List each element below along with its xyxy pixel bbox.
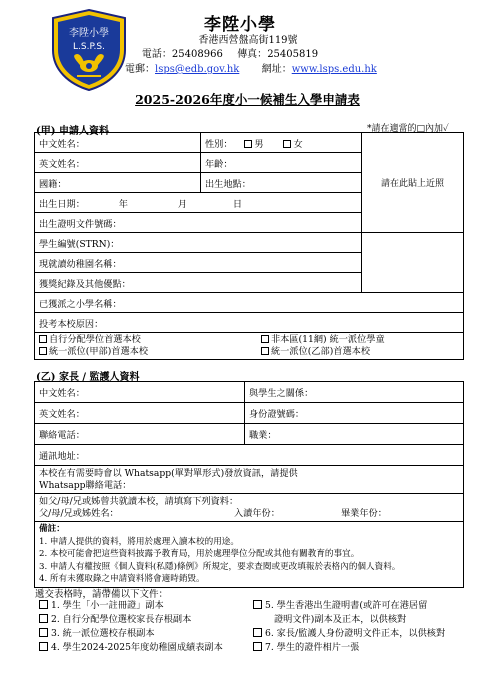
chinese-name-field[interactable]: 中文姓名： <box>35 133 201 153</box>
id-number-field[interactable]: 身份證號碼： <box>245 403 464 424</box>
doc-item-6[interactable] <box>253 628 445 640</box>
doc-item-7[interactable] <box>253 642 359 654</box>
doc-item-2[interactable] <box>39 614 191 626</box>
doc-item-1[interactable] <box>39 600 164 612</box>
english-name-field[interactable]: 英文姓名： <box>35 153 201 173</box>
nationality-field[interactable]: 國籍： <box>35 173 201 193</box>
doc-item-5-cont: 證明文件)副本及正本，以供核對 <box>274 614 407 625</box>
notes-box <box>35 522 464 588</box>
alumni-name-label: 父/母/兄或姊姓名： <box>39 507 119 519</box>
whatsapp-label: Whatsapp聯絡電話： <box>39 479 132 491</box>
option-central-a-checkbox[interactable] <box>39 347 47 355</box>
option-non-district-label: 非本區(11網) 統一派位學童 <box>271 334 385 345</box>
option-central-a[interactable] <box>39 346 148 358</box>
option-non-district-checkbox[interactable] <box>261 335 269 343</box>
option-self-allocation-checkbox[interactable] <box>39 335 47 343</box>
whatsapp-note: 本校在有需要時會以 Whatsapp(單對單形式)發放資訊，請提供 <box>39 467 298 479</box>
gender-label: 性別： <box>205 138 233 150</box>
doc-label: 5. 學生香港出生證明書(或許可在港居留 <box>265 600 428 611</box>
option-self-allocation[interactable] <box>39 334 141 346</box>
doc-item-3[interactable] <box>39 628 155 640</box>
dob-month-label: 月 <box>177 198 187 210</box>
doc-checkbox[interactable] <box>39 642 48 651</box>
school-crest-icon <box>47 8 131 92</box>
whatsapp-field[interactable] <box>35 466 464 494</box>
occupation-field[interactable]: 職業： <box>245 424 464 445</box>
phone-fax-line <box>130 45 330 60</box>
contact-phone-field[interactable]: 聯絡電話： <box>35 424 245 445</box>
photo-box[interactable]: 請在此貼上近照 <box>362 133 464 233</box>
email-link[interactable]: lsps@edb.gov.hk <box>155 64 240 75</box>
doc-label: 7. 學生的證件相片一張 <box>265 642 360 653</box>
birthplace-field[interactable]: 出生地點： <box>201 173 362 193</box>
email-label: 電郵： <box>125 64 155 75</box>
alumni-grad-label: 畢業年份： <box>341 507 387 519</box>
form-title: 2025-2026年度小一候補生入學申請表 <box>135 92 360 107</box>
male-checkbox[interactable] <box>244 140 252 148</box>
doc-checkbox[interactable] <box>253 600 262 609</box>
female-label: 女 <box>293 138 303 150</box>
alumni-note: 如父/母/兄或姊曾共就讀本校，請填寫下列資料： <box>39 495 239 507</box>
logo-text-mid: L.S.P.S. <box>73 42 105 52</box>
website-label: 網址： <box>261 64 292 75</box>
doc-label: 3. 統一派位選校存根副本 <box>51 628 155 639</box>
dob-field[interactable] <box>35 193 362 213</box>
fax-label: 傳真： <box>237 49 268 60</box>
admission-options <box>35 333 464 360</box>
notes-title: 備註： <box>39 524 65 534</box>
note-item: 4. 所有未獲取錄之申請資料將會適時銷毀。 <box>39 574 205 584</box>
documents-heading: 遞交表格時，請帶備以下文件： <box>35 589 169 600</box>
fax-number: 25405819 <box>267 49 319 60</box>
option-non-district[interactable] <box>261 334 385 346</box>
doc-checkbox[interactable] <box>39 628 48 637</box>
doc-checkbox[interactable] <box>39 614 48 623</box>
option-central-b-label: 統一派位(乙部)首選本校 <box>271 346 371 357</box>
phone-label: 電話： <box>141 49 172 60</box>
note-item: 3. 申請人有權按照《個人資料(私隱)條例》所規定，要求查閱或更改填報於表格內的個人資料。 <box>39 561 401 572</box>
parent-chinese-name-field[interactable]: 中文姓名： <box>35 382 245 403</box>
doc-checkbox[interactable] <box>253 642 262 651</box>
awards-field[interactable]: 獲獎紀錄及其他優點： <box>35 273 362 293</box>
kindergarten-field[interactable]: 現就讀幼稚園名稱： <box>35 253 362 273</box>
checkbox-hint: *請在適當的□內加✓ <box>367 124 449 134</box>
doc-checkbox[interactable] <box>253 628 262 637</box>
address-field[interactable]: 通訊地址： <box>35 445 464 466</box>
email-web-line <box>125 60 377 75</box>
parent-info-table <box>34 381 464 588</box>
doc-label: 4. 學生2024-2025年度幼稚園成績表副本 <box>51 642 223 653</box>
option-self-allocation-label: 自行分配學位首選本校 <box>49 334 141 345</box>
logo-text-top: 李陞小學 <box>69 28 109 39</box>
option-central-b[interactable] <box>261 346 370 358</box>
age-field[interactable]: 年齡： <box>201 153 362 173</box>
section-a-heading: (甲) 申請人資料 <box>36 126 109 137</box>
doc-label: 1. 學生「小一註冊證」副本 <box>51 600 164 611</box>
option-central-a-label: 統一派位(甲部)首選本校 <box>49 346 149 357</box>
doc-label: 2. 自行分配學位選校家長存根副本 <box>51 614 192 625</box>
website-link[interactable]: www.lsps.edu.hk <box>291 64 377 75</box>
alumni-year-label: 入讀年份： <box>234 507 280 519</box>
alumni-field[interactable] <box>35 494 464 522</box>
photo-box-lower <box>362 233 464 293</box>
gender-field <box>201 133 362 153</box>
note-item: 2. 本校可能會把這些資料披露予教育局，用於處理學位分配或其他有關教育的事宜。 <box>39 549 360 559</box>
school-name: 李陞小學 <box>204 15 276 35</box>
doc-label: 6. 家長/監護人身份證明文件正本，以供核對 <box>265 628 446 639</box>
note-item: 1. 申請人提供的資料，將用於處理入讀本校的用途。 <box>39 536 239 547</box>
male-label: 男 <box>254 138 264 150</box>
doc-checkbox[interactable] <box>39 600 48 609</box>
reason-field[interactable]: 投考本校原因： <box>35 313 464 333</box>
strn-field[interactable]: 學生編號(STRN)： <box>35 233 362 253</box>
doc-item-5[interactable] <box>253 600 427 612</box>
dob-year-label: 年 <box>118 198 128 210</box>
female-checkbox[interactable] <box>283 140 291 148</box>
parent-english-name-field[interactable]: 英文姓名： <box>35 403 245 424</box>
applicant-info-table <box>34 132 464 360</box>
dob-label: 出生日期： <box>39 198 85 210</box>
school-address: 香港西營盤高街119號 <box>198 35 298 46</box>
doc-item-4[interactable] <box>39 642 223 654</box>
allocated-school-field[interactable]: 已獲派之小學名稱： <box>35 293 464 313</box>
birth-doc-field[interactable]: 出生證明文件號碼： <box>35 213 362 233</box>
option-central-b-checkbox[interactable] <box>261 347 269 355</box>
relation-field[interactable]: 與學生之關係： <box>245 382 464 403</box>
dob-day-label: 日 <box>232 198 243 210</box>
section-b-heading: (乙) 家長 / 監護人資料 <box>36 372 140 383</box>
phone-number: 25408966 <box>171 49 223 60</box>
